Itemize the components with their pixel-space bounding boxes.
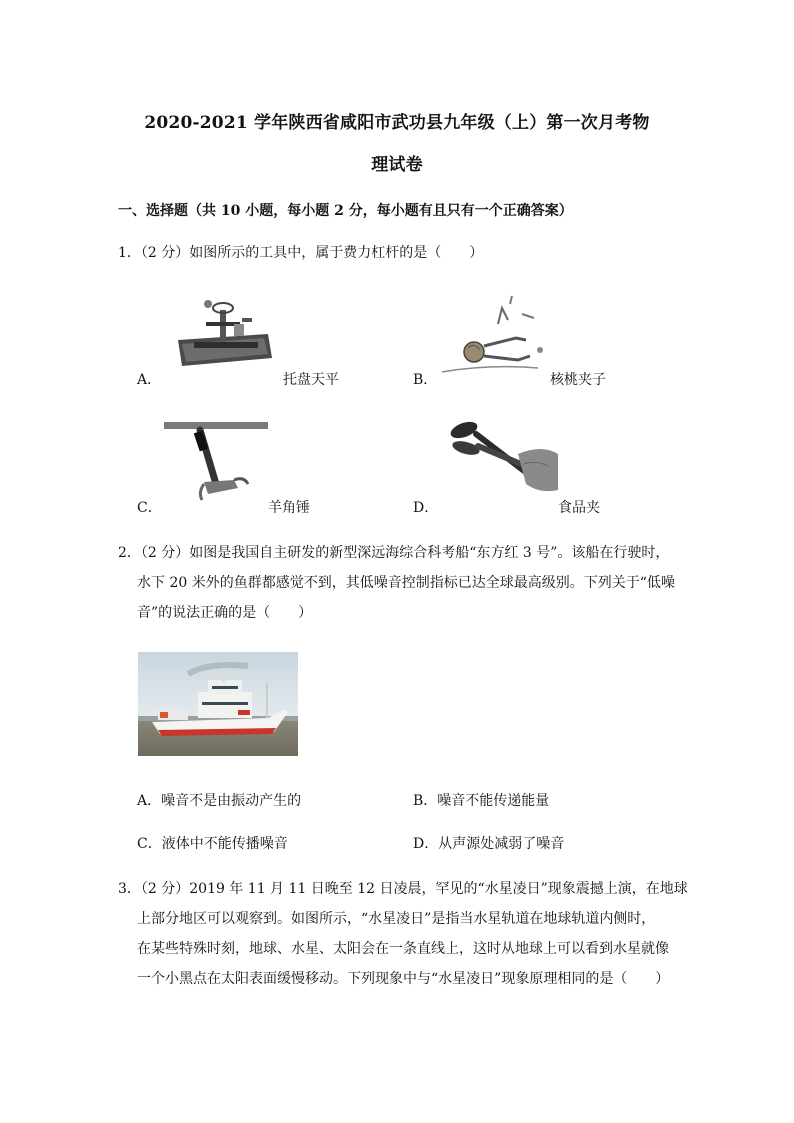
- question-2-line-3: 音”的说法正确的是（ ）: [137, 605, 313, 621]
- q2-option-d: [413, 833, 564, 853]
- food-tongs-image: [444, 414, 560, 500]
- claw-hammer-image: [164, 420, 270, 508]
- research-ship-photo: [138, 652, 298, 756]
- question-3-line-4: 一个小黑点在太阳表面缓慢移动。下列现象中与“水星凌日”现象原理相同的是（ ）: [137, 971, 670, 987]
- nutcracker-image: [438, 294, 550, 378]
- section-heading: 一、选择题（共 10 小题，每小题 2 分，每小题有且只有一个正确答案）: [118, 203, 573, 219]
- q2-option-b: [413, 790, 549, 810]
- question-2-line-1: 2．（2 分）如图是我国自主研发的新型深远海综合科考船“东方红 3 号”。该船在行驶时，: [118, 545, 670, 561]
- question-3-line-3: 在某些特殊时刻，地球、水星、太阳会在一条直线上，这时从地球上可以看到水星就像: [137, 941, 669, 957]
- exam-title-line-2: 理试卷: [371, 155, 423, 175]
- q2-option-a-letter: A．: [137, 793, 162, 809]
- q1-option-b-label: 核桃夹子: [550, 372, 606, 388]
- question-2-line-2: 水下 20 米外的鱼群都感觉不到，其低噪音控制指标已达全球最高级别。下列关于“低噪: [137, 575, 675, 591]
- q2-option-c-letter: C．: [137, 836, 162, 852]
- question-3-line-2: 上部分地区可以观察到。如图所示，“水星凌日”是指当水星轨道在地球轨道内侧时，: [137, 911, 656, 927]
- q1-option-d-label: 食品夹: [558, 500, 600, 516]
- q1-option-a-label: 托盘天平: [283, 372, 339, 388]
- question-3: [118, 874, 688, 994]
- question-3-line-1: 3．（2 分）2019 年 11 月 11 日晚至 12 日凌晨，罕见的“水星凌日”现象震撼上演，在地球: [118, 881, 688, 897]
- q2-option-a-text: 噪音不是由振动产生的: [161, 793, 302, 809]
- q1-option-c-label: 羊角锤: [268, 500, 310, 516]
- q1-option-a-letter: A．: [137, 372, 162, 388]
- q2-option-c: [137, 833, 288, 853]
- q2-option-b-letter: B．: [413, 793, 438, 809]
- question-2: [118, 538, 678, 628]
- q2-option-a: [137, 790, 301, 810]
- question-1: [118, 238, 678, 268]
- q1-option-d-letter: D．: [413, 500, 439, 516]
- q2-option-d-letter: D．: [413, 836, 439, 852]
- q2-option-d-text: 从声源处减弱了噪音: [438, 836, 565, 852]
- question-1-stem: 1．（2 分）如图所示的工具中，属于费力杠杆的是（ ）: [118, 245, 484, 261]
- q1-option-b-letter: B．: [413, 372, 438, 388]
- exam-title-line-1: 2020-2021 学年陕西省咸阳市武功县九年级（上）第一次月考物: [144, 113, 650, 133]
- q2-option-c-text: 液体中不能传播噪音: [161, 836, 288, 852]
- q1-option-c-letter: C．: [137, 500, 162, 516]
- balance-scale-image: [172, 294, 280, 372]
- q2-option-b-text: 噪音不能传递能量: [437, 793, 550, 809]
